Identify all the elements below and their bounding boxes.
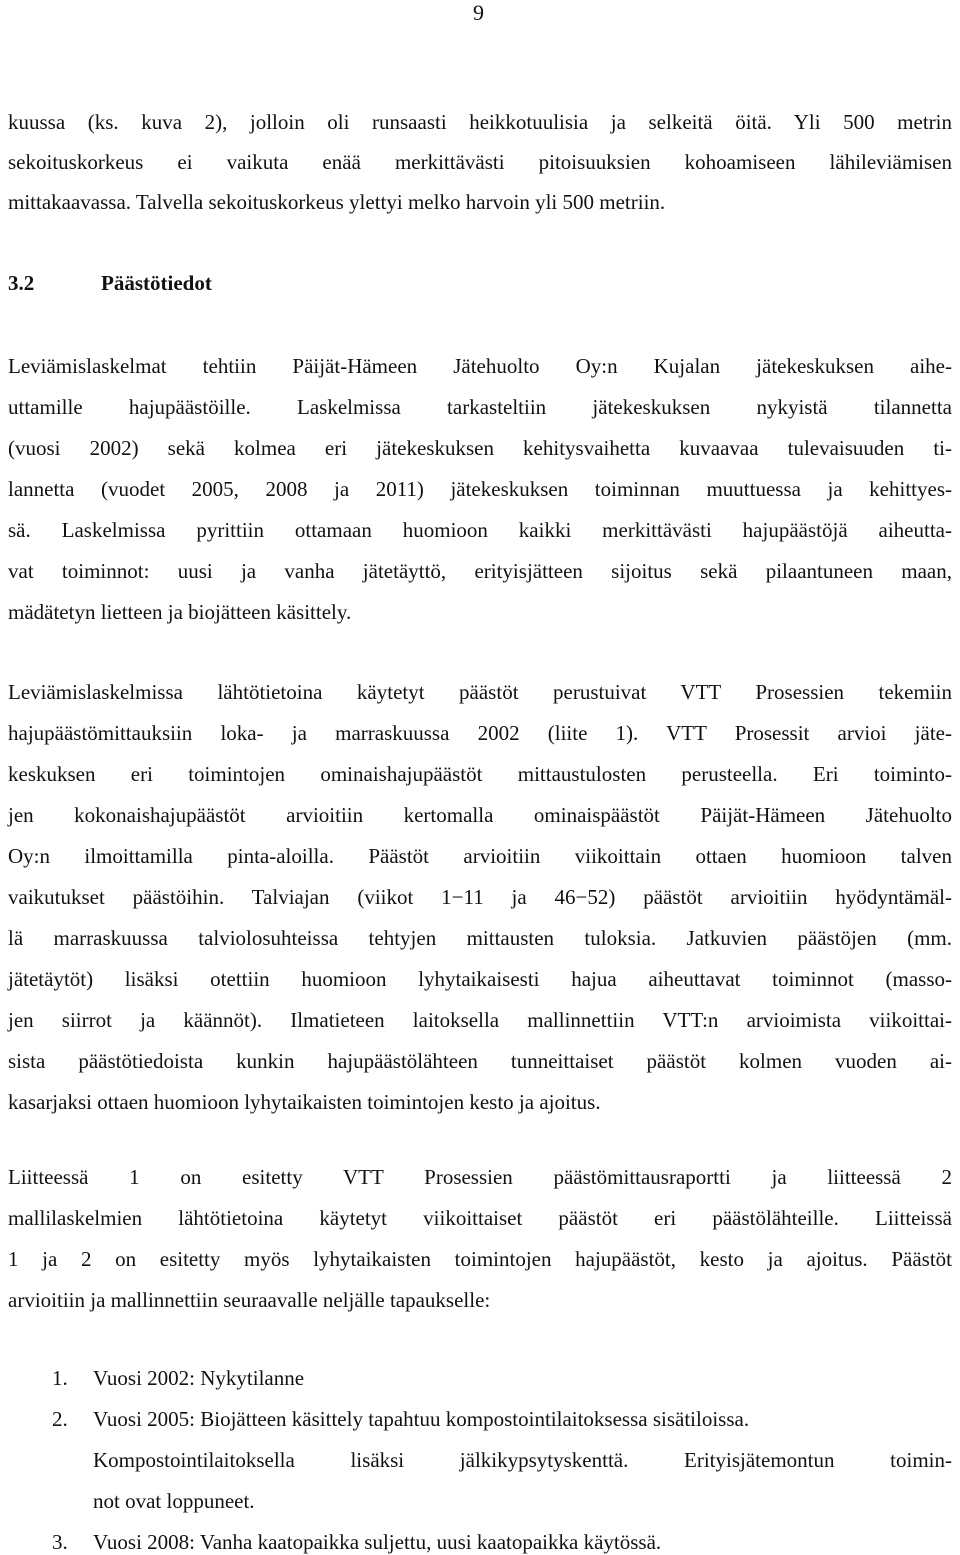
paragraph-line: sä. Laskelmissa pyrittiin ottamaan huomioon kaikki merkittävästi hajupäästöjä aiheutta- xyxy=(8,518,952,542)
paragraph-line: jätetäytöt) lisäksi otettiin huomioon lyhytaikaisesti hajua aiheuttavat toiminnot (masso- xyxy=(8,967,952,991)
list-item-continuation: not ovat loppuneet. xyxy=(93,1489,255,1513)
paragraph-line: sekoituskorkeus ei vaikuta enää merkittävästi pitoisuuksien kohoamiseen lähileviämisen xyxy=(8,150,952,174)
section-number: 3.2 xyxy=(8,271,35,295)
paragraph-line: arvioitiin ja mallinnettiin seuraavalle neljälle tapaukselle: xyxy=(8,1288,491,1312)
list-item-number: 1. xyxy=(52,1366,68,1390)
paragraph-line: lä marraskuussa talviolosuhteissa tehtyjen mittausten tuloksia. Jatkuvien päästöjen (mm. xyxy=(8,926,952,950)
paragraph-line: kasarjaksi ottaen huomioon lyhytaikaisten toimintojen kesto ja ajoitus. xyxy=(8,1090,601,1114)
paragraph-line: Liitteessä 1 on esitetty VTT Prosessien päästömittausraportti ja liitteessä 2 xyxy=(8,1165,952,1189)
paragraph-line: kuussa (ks. kuva 2), jolloin oli runsaasti heikkotuulisia ja selkeitä öitä. Yli 500 metrin xyxy=(8,110,952,134)
paragraph-line: sista päästötiedoista kunkin hajupäästölähteen tunneittaiset päästöt kolmen vuoden ai- xyxy=(8,1049,952,1073)
list-item-continuation: Kompostointilaitoksella lisäksi jälkikypsytyskenttä. Erityisjätemontun toimin- xyxy=(93,1448,952,1472)
section-title: Päästötiedot xyxy=(101,271,212,295)
list-item xyxy=(52,1406,952,1432)
page-number: 9 xyxy=(473,0,484,25)
paragraph-line: vat toiminnot: uusi ja vanha jätetäyttö, erityisjätteen sijoitus sekä pilaantuneen maan, xyxy=(8,559,952,583)
paragraph-line: lannetta (vuodet 2005, 2008 ja 2011) jätekeskuksen toiminnan muuttuessa ja kehittyes- xyxy=(8,477,952,501)
paragraph-line: mädätetyn lietteen ja biojätteen käsittely. xyxy=(8,600,352,624)
paragraph-line: jen siirrot ja käännöt). Ilmatieteen laitoksella mallinnettiin VTT:n arvioimista viikoittai- xyxy=(8,1008,952,1032)
section-heading xyxy=(8,270,952,296)
paragraph-line: mittakaavassa. Talvella sekoituskorkeus ylettyi melko harvoin yli 500 metriin. xyxy=(8,190,666,214)
list-item-text: Vuosi 2008: Vanha kaatopaikka suljettu, uusi kaatopaikka käytössä. xyxy=(93,1530,662,1554)
paragraph-line: Leviämislaskelmat tehtiin Päijät-Hämeen Jätehuolto Oy:n Kujalan jätekeskuksen aihe- xyxy=(8,354,952,378)
paragraph-line: Leviämislaskelmissa lähtötietoina käytetyt päästöt perustuivat VTT Prosessien tekemiin xyxy=(8,680,952,704)
list-item-text: Vuosi 2005: Biojätteen käsittely tapahtuu kompostointilaitoksessa sisätiloissa. xyxy=(93,1407,750,1431)
paragraph-line: hajupäästömittauksiin loka- ja marraskuussa 2002 (liite 1). VTT Prosessit arvioi jäte- xyxy=(8,721,952,745)
list-item-number: 3. xyxy=(52,1530,68,1554)
paragraph-line: jen kokonaishajupäästöt arvioitiin kertomalla ominaispäästöt Päijät-Hämeen Jätehuolto xyxy=(8,803,952,827)
list-item xyxy=(52,1365,952,1391)
paragraph-line: uttamille hajupäästöille. Laskelmissa tarkasteltiin jätekeskuksen nykyistä tilannetta xyxy=(8,395,952,419)
paragraph-line: Oy:n ilmoittamilla pinta-aloilla. Päästöt arvioitiin viikoittain ottaen huomioon talven xyxy=(8,844,952,868)
list-item-text: Vuosi 2002: Nykytilanne xyxy=(93,1366,305,1390)
paragraph-line: mallilaskelmien lähtötietoina käytetyt viikoittaiset päästöt eri päästölähteille. Liitteissä xyxy=(8,1206,952,1230)
paragraph-line: vaikutukset päästöihin. Talviajan (viikot 1−11 ja 46−52) päästöt arvioitiin hyödyntämäl- xyxy=(8,885,952,909)
list-item-number: 2. xyxy=(52,1407,68,1431)
list-item xyxy=(52,1529,952,1555)
paragraph-line: (vuosi 2002) sekä kolmea eri jätekeskuksen kehitysvaihetta kuvaavaa tulevaisuuden ti- xyxy=(8,436,952,460)
paragraph-line: 1 ja 2 on esitetty myös lyhytaikaisten toimintojen hajupäästöt, kesto ja ajoitus. Päästöt xyxy=(8,1247,952,1271)
paragraph-line: keskuksen eri toimintojen ominaishajupäästöt mittaustulosten perusteella. Eri toiminto- xyxy=(8,762,952,786)
